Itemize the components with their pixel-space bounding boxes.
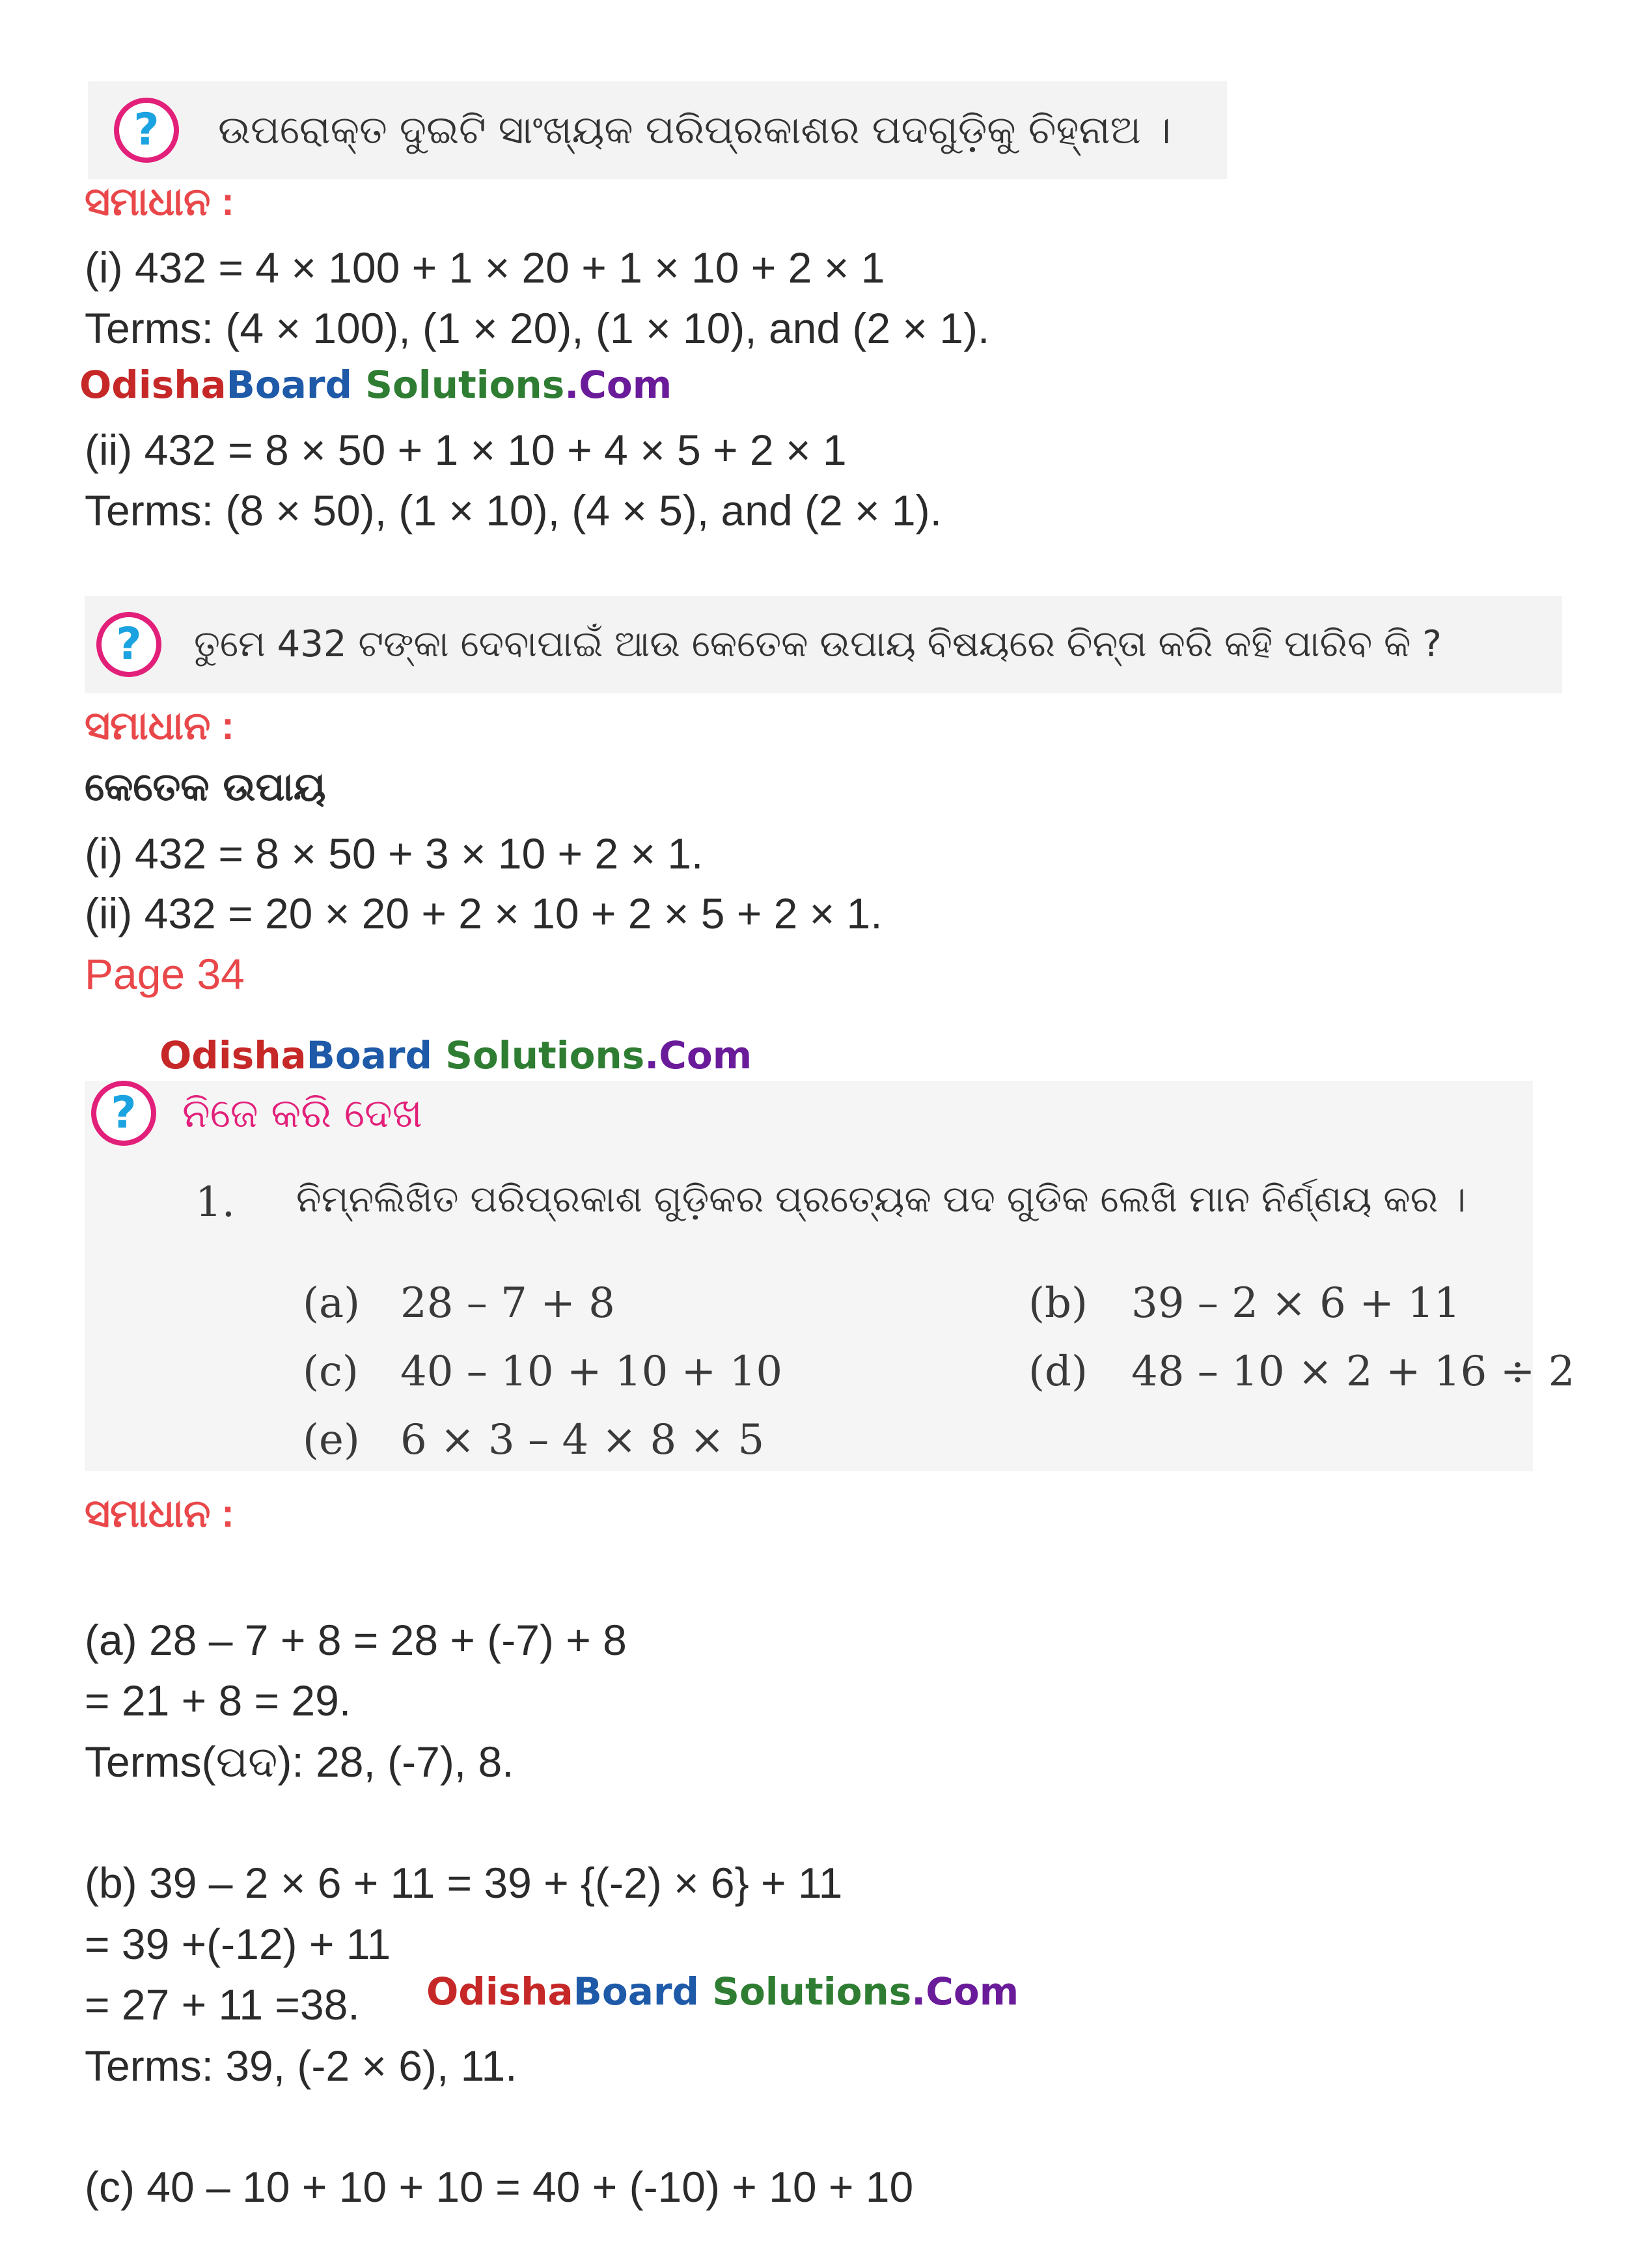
watermark: OdishaBoard Solutions.Com [79,363,672,407]
sol1-line-4: Terms: (8 × 50), (1 × 10), (4 × 5), and (2 × 1). [85,486,942,534]
exercise-number: 1. [195,1178,236,1227]
sol1-line-2: Terms: (4 × 100), (1 × 20), (1 × 10), and (2 × 1). [85,304,990,352]
item-a-label: (a) [303,1279,361,1327]
sol3-line-1: (a) 28 – 7 + 8 = 28 + (-7) + 8 [85,1616,627,1664]
item-c-expr: 40 – 10 + 10 + 10 [400,1348,783,1396]
item-e-label: (e) [303,1416,360,1464]
item-d-expr: 48 – 10 × 2 + 16 ÷ 2 [1131,1348,1575,1396]
exercise-title: ନିଜେ କରି ଦେଖ [182,1089,422,1137]
page-number: Page 34 [85,950,245,998]
question-mark-icon: ? [96,612,161,677]
watermark: OdishaBoard Solutions.Com [426,1969,1019,2014]
sol3-line-2: = 21 + 8 = 29. [85,1676,351,1725]
question-2-text: ତୁମେ 432 ଟଙ୍କା ଦେବାପାଇଁ ଆଉ କେତେକ ଉପାୟ ବିଷୟରେ ଚିନ୍ତା କରି କହି ପାରିବ କି ? [194,623,1442,665]
sol2-line-3: (ii) 432 = 20 × 20 + 2 × 10 + 2 × 5 + 2 × 1. [85,889,883,937]
item-e-expr: 6 × 3 – 4 × 8 × 5 [400,1416,765,1464]
question-2-box [85,596,1562,693]
sol3-line-3: Terms(ପଦ): 28, (-7), 8. [85,1738,514,1786]
sol3-line-5: = 39 +(-12) + 11 [85,1920,391,1968]
sol1-line-3: (ii) 432 = 8 × 50 + 1 × 10 + 4 × 5 + 2 × 1 [85,426,847,474]
sol3-line-8: (c) 40 – 10 + 10 + 10 = 40 + (-10) + 10 + 10 [85,2163,914,2211]
sol1-line-1: (i) 432 = 4 × 100 + 1 × 20 + 1 × 10 + 2 × 1 [85,243,885,292]
exercise-instruction: ନିମ୍ନଲିଖିତ ପରିପ୍ରକାଶ ଗୁଡ଼ିକର ପ୍ରତ୍ୟେକ ପଦ ଗୁଡିକ ଲେଖି ମାନ ନିର୍ଣ୍ଣୟ କର । [296,1178,1466,1221]
sol2-line-2: (i) 432 = 8 × 50 + 3 × 10 + 2 × 1. [85,829,704,878]
question-mark-icon: ? [91,1081,156,1146]
solution-heading: ସମାଧାନ : [85,1492,234,1535]
exercise-box [85,1081,1575,1471]
item-a-expr: 28 – 7 + 8 [400,1279,615,1327]
item-d-label: (d) [1028,1348,1088,1396]
sol3-line-4: (b) 39 – 2 × 6 + 11 = 39 + {(-2) × 6} + 11 [85,1859,843,1907]
question-1-box [88,81,1227,179]
item-b-label: (b) [1028,1279,1088,1327]
solution-heading: ସମାଧାନ : [85,704,234,747]
sol2-line-1: କେତେକ ଉପାୟ [85,764,326,810]
watermark: OdishaBoard Solutions.Com [159,1033,752,1077]
question-mark-icon: ? [114,98,179,163]
exercise-header [91,1081,422,1146]
item-c-label: (c) [303,1348,359,1396]
solution-heading: ସମାଧାନ : [85,180,234,223]
sol3-line-6: = 27 + 11 =38. [85,1980,360,2029]
item-b-expr: 39 – 2 × 6 + 11 [1131,1279,1461,1327]
sol3-line-7: Terms: 39, (-2 × 6), 11. [85,2042,517,2090]
question-1-text: ଉପରୋକ୍ତ ଦୁଇଟି ସାଂଖ୍ୟକ ପରିପ୍ରକାଶର ପଦଗୁଡ଼ିକୁ ଚିହ୍ନାଅ । [218,107,1172,153]
